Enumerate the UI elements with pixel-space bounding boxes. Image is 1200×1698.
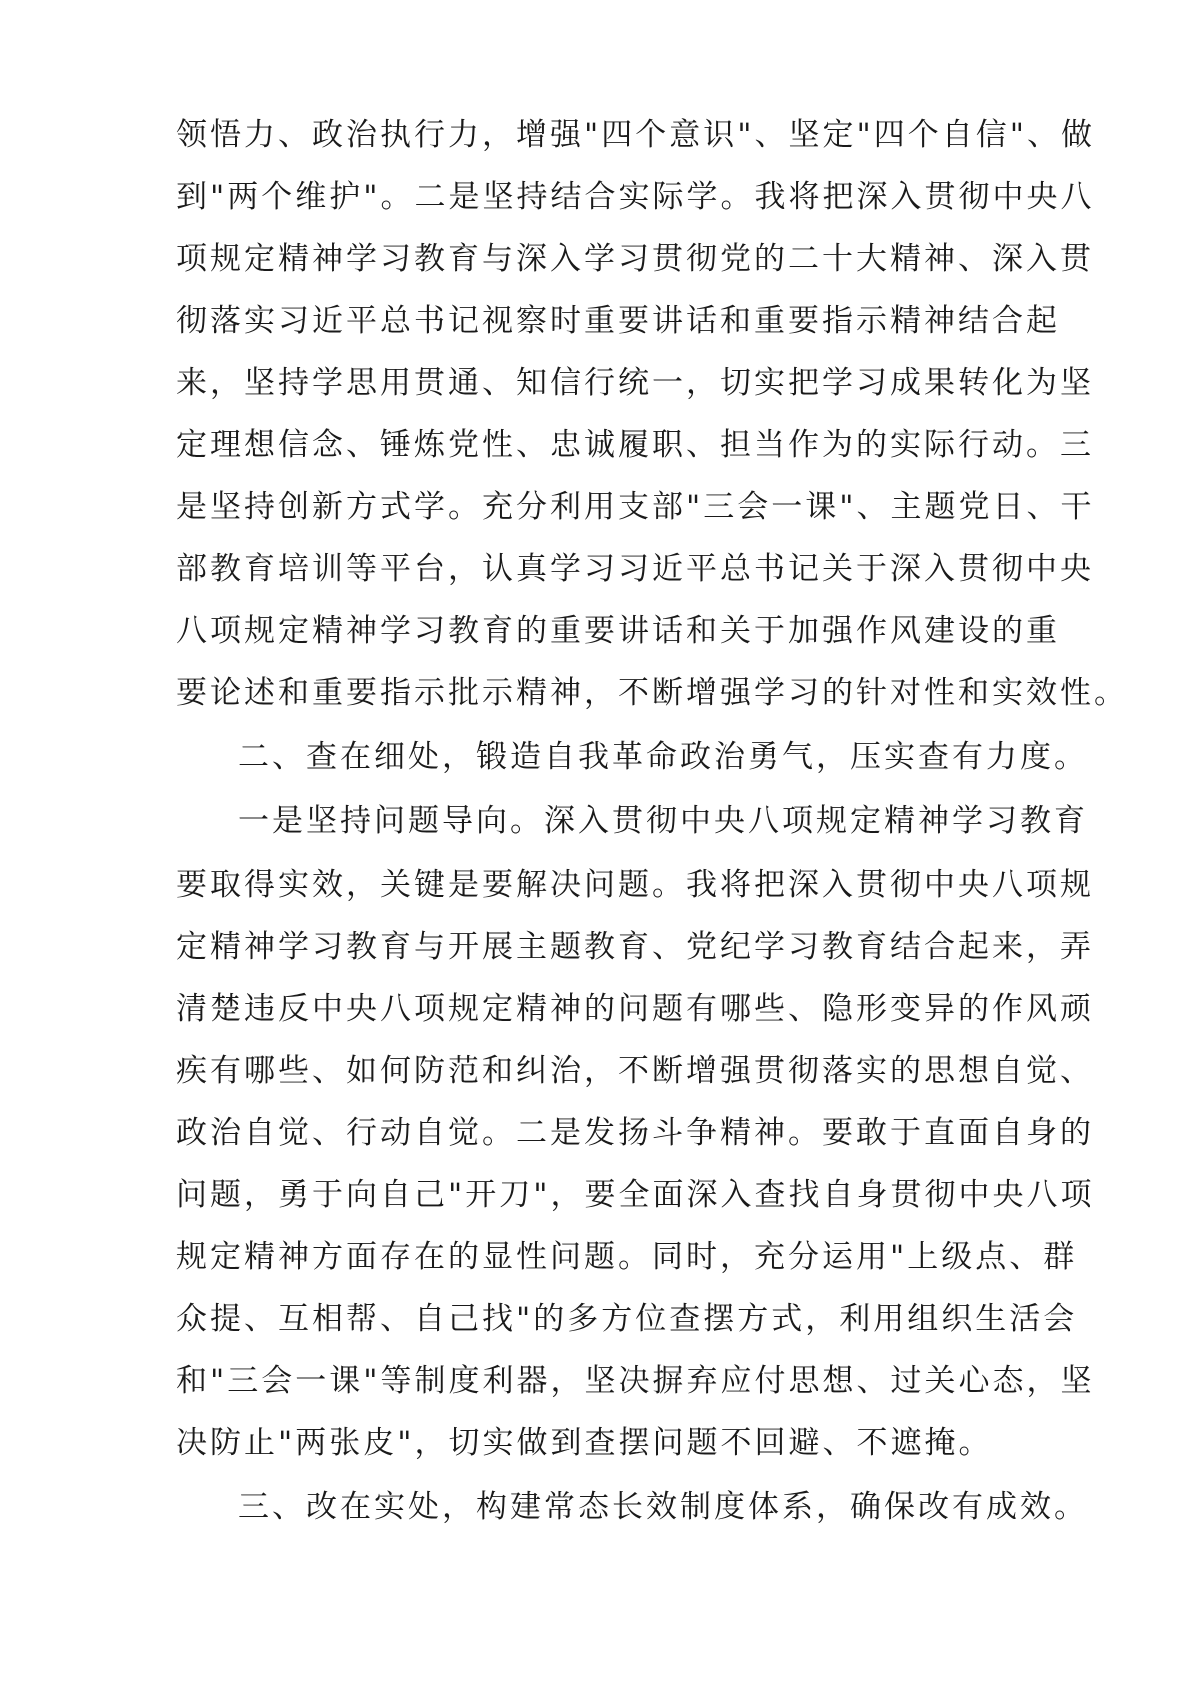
text-line-17: 政治自觉、行动自觉。二是发扬斗争精神。要敢于直面自身的 — [176, 1115, 1094, 1151]
text-line-2: 到"两个维护"。二是坚持结合实际学。我将把深入贯彻中央八 — [176, 179, 1095, 215]
section-heading-2: 二、查在细处，锻造自我革命政治勇气，压实查有力度。 — [238, 739, 1088, 775]
text-line-13: 要取得实效，关键是要解决问题。我将把深入贯彻中央八项规 — [176, 867, 1094, 903]
text-line-20: 众提、互相帮、自己找"的多方位查摆方式，利用组织生活会 — [176, 1301, 1078, 1337]
text-line-5: 来，坚持学思用贯通、知信行统一，切实把学习成果转化为坚 — [176, 365, 1094, 401]
text-line-9: 八项规定精神学习教育的重要讲话和关于加强作风建设的重 — [176, 613, 1060, 649]
text-line-3: 项规定精神学习教育与深入学习贯彻党的二十大精神、深入贯 — [176, 241, 1094, 277]
text-line-8: 部教育培训等平台，认真学习习近平总书记关于深入贯彻中央 — [176, 551, 1094, 587]
text-line-14: 定精神学习教育与开展主题教育、党纪学习教育结合起来，弄 — [176, 929, 1094, 965]
text-line-7: 是坚持创新方式学。充分利用支部"三会一课"、主题党日、干 — [176, 489, 1095, 525]
text-line-1: 领悟力、政治执行力，增强"四个意识"、坚定"四个自信"、做 — [176, 117, 1096, 153]
text-line-19: 规定精神方面存在的显性问题。同时，充分运用"上级点、群 — [176, 1239, 1078, 1275]
text-line-16: 疾有哪些、如何防范和纠治，不断增强贯彻落实的思想自觉、 — [176, 1053, 1094, 1089]
text-line-10: 要论述和重要指示批示精神，不断增强学习的针对性和实效性。 — [176, 675, 1128, 711]
text-line-4: 彻落实习近平总书记视察时重要讲话和重要指示精神结合起 — [176, 303, 1060, 339]
text-line-22: 决防止"两张皮"，切实做到查摆问题不回避、不遮掩。 — [176, 1425, 993, 1461]
text-line-6: 定理想信念、锤炼党性、忠诚履职、担当作为的实际行动。三 — [176, 427, 1094, 463]
text-line-18: 问题，勇于向自己"开刀"，要全面深入查找自身贯彻中央八项 — [176, 1177, 1095, 1213]
text-line-15: 清楚违反中央八项规定精神的问题有哪些、隐形变异的作风顽 — [176, 991, 1094, 1027]
text-line-12: 一是坚持问题导向。深入贯彻中央八项规定精神学习教育 — [238, 803, 1088, 839]
section-heading-3: 三、改在实处，构建常态长效制度体系，确保改有成效。 — [238, 1489, 1088, 1525]
text-line-21: 和"三会一课"等制度利器，坚决摒弃应付思想、过关心态，坚 — [176, 1363, 1095, 1399]
